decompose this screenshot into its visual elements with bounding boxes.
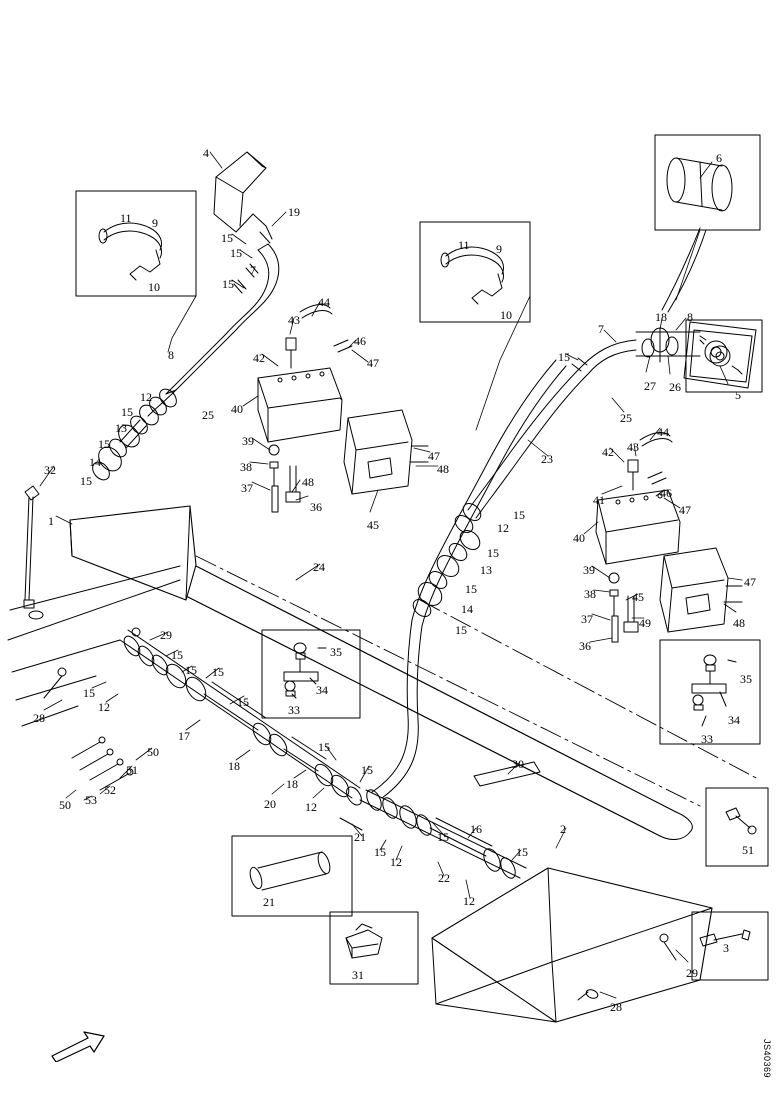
callout-number: 15 [455,623,467,637]
callout-number: 13 [115,421,127,435]
callout-number: 15 [465,582,477,596]
callout-number: 35 [740,672,752,686]
callout-number: 12 [98,700,110,714]
callout-number: 12 [497,521,509,535]
callout-number: 21 [354,830,366,844]
callout-number: 18 [655,310,667,324]
callout-number: 48 [302,475,314,489]
callout-number: 15 [237,695,249,709]
callout-number: 14 [461,602,473,616]
callout-number: 15 [516,845,528,859]
callout-number: 18 [286,777,298,791]
callout-number: 15 [171,648,183,662]
callout-number: 12 [390,855,402,869]
callout-number: 29 [686,966,698,980]
callout-number: 43 [627,440,639,454]
callout-number: 7 [250,263,256,277]
callout-number: 9 [152,216,158,230]
callout-number: 34 [728,713,740,727]
callout-number: 35 [330,645,342,659]
callout-number: 15 [98,437,110,451]
callout-number: 3 [723,941,729,955]
callout-number: 6 [716,151,722,165]
callout-number: 12 [463,894,475,908]
callout-number: 15 [318,740,330,754]
callout-number: 42 [253,351,265,365]
callout-number: 25 [202,408,214,422]
callout-number: 51 [126,763,138,777]
callout-number: 9 [496,242,502,256]
callout-number: 47 [428,449,440,463]
callout-number: 17 [178,729,190,743]
callout-number: 15 [361,763,373,777]
callout-number: 15 [121,405,133,419]
callout-number: 7 [598,322,604,336]
callout-number: 46 [354,334,366,348]
callout-number: 5 [735,388,741,402]
callout-number: 40 [231,402,243,416]
callout-number: 1 [48,514,54,528]
callout-number: 47 [367,356,379,370]
callout-number: 15 [558,350,570,364]
callout-number: 24 [313,560,325,574]
callout-number: 36 [310,500,322,514]
callout-number: 47 [679,503,691,517]
callout-number: 51 [742,843,754,857]
callout-number: 38 [240,460,252,474]
callout-number: 15 [83,686,95,700]
callout-number: 14 [89,455,101,469]
callout-number: 4 [203,146,209,160]
callout-number: 32 [44,463,56,477]
callout-number: 13 [480,563,492,577]
callout-number: 41 [593,493,605,507]
callout-number: 15 [80,474,92,488]
callout-number: 50 [147,745,159,759]
callout-number: 49 [639,616,651,630]
callout-number: 15 [437,830,449,844]
callout-number: 36 [579,639,591,653]
callout-number: 39 [242,434,254,448]
callout-number: 15 [221,231,233,245]
direction-arrow-icon [48,1030,108,1062]
callout-number: 8 [168,348,174,362]
callout-number: 15 [230,246,242,260]
callout-number: 19 [288,205,300,219]
callout-number: 37 [581,612,593,626]
callout-number: 47 [744,575,756,589]
callout-number: 44 [318,295,330,309]
callout-number: 27 [644,379,656,393]
callout-number: 42 [602,445,614,459]
callout-number: 43 [288,313,300,327]
callout-number: 15 [487,546,499,560]
callout-number: 37 [241,481,253,495]
callout-number: 10 [148,280,160,294]
callout-number: 39 [583,563,595,577]
callout-number: 44 [657,425,669,439]
callout-number: 15 [185,663,197,677]
callout-number: 11 [458,238,470,252]
callout-number: 11 [120,211,132,225]
callout-number: 12 [305,800,317,814]
callout-number: 48 [733,616,745,630]
callout-number: 8 [687,310,693,324]
callout-number: 46 [660,486,672,500]
direction-arrow-wrap [48,1030,108,1067]
callout-number: 48 [437,462,449,476]
callout-number: 22 [438,871,450,885]
callout-number: 29 [160,628,172,642]
callout-number: 38 [584,587,596,601]
callout-number: 25 [620,411,632,425]
callout-number: 30 [512,757,524,771]
callout-number: 23 [541,452,553,466]
callout-number: 40 [573,531,585,545]
callout-number: 21 [263,895,275,909]
callout-number: 2 [560,822,566,836]
callout-number: 45 [632,590,644,604]
callout-number: 28 [33,711,45,725]
callout-number: 45 [367,518,379,532]
callout-number: 10 [500,308,512,322]
callout-number: 20 [264,797,276,811]
callout-number: 50 [59,798,71,812]
callout-number: 18 [228,759,240,773]
callout-number: 15 [374,845,386,859]
drawing-number: JS40369 [762,1038,772,1078]
callout-number: 34 [316,683,328,697]
callout-number: 16 [470,822,482,836]
callout-number: 12 [140,390,152,404]
callout-number: 15 [212,665,224,679]
callout-number: 53 [85,793,97,807]
callout-number: 33 [701,732,713,746]
callout-number: 31 [352,968,364,982]
callout-number: 15 [513,508,525,522]
callout-number: 33 [288,703,300,717]
callout-number: 28 [610,1000,622,1014]
callout-number: 26 [669,380,681,394]
callout-number: 15 [222,277,234,291]
callout-number: 52 [104,783,116,797]
